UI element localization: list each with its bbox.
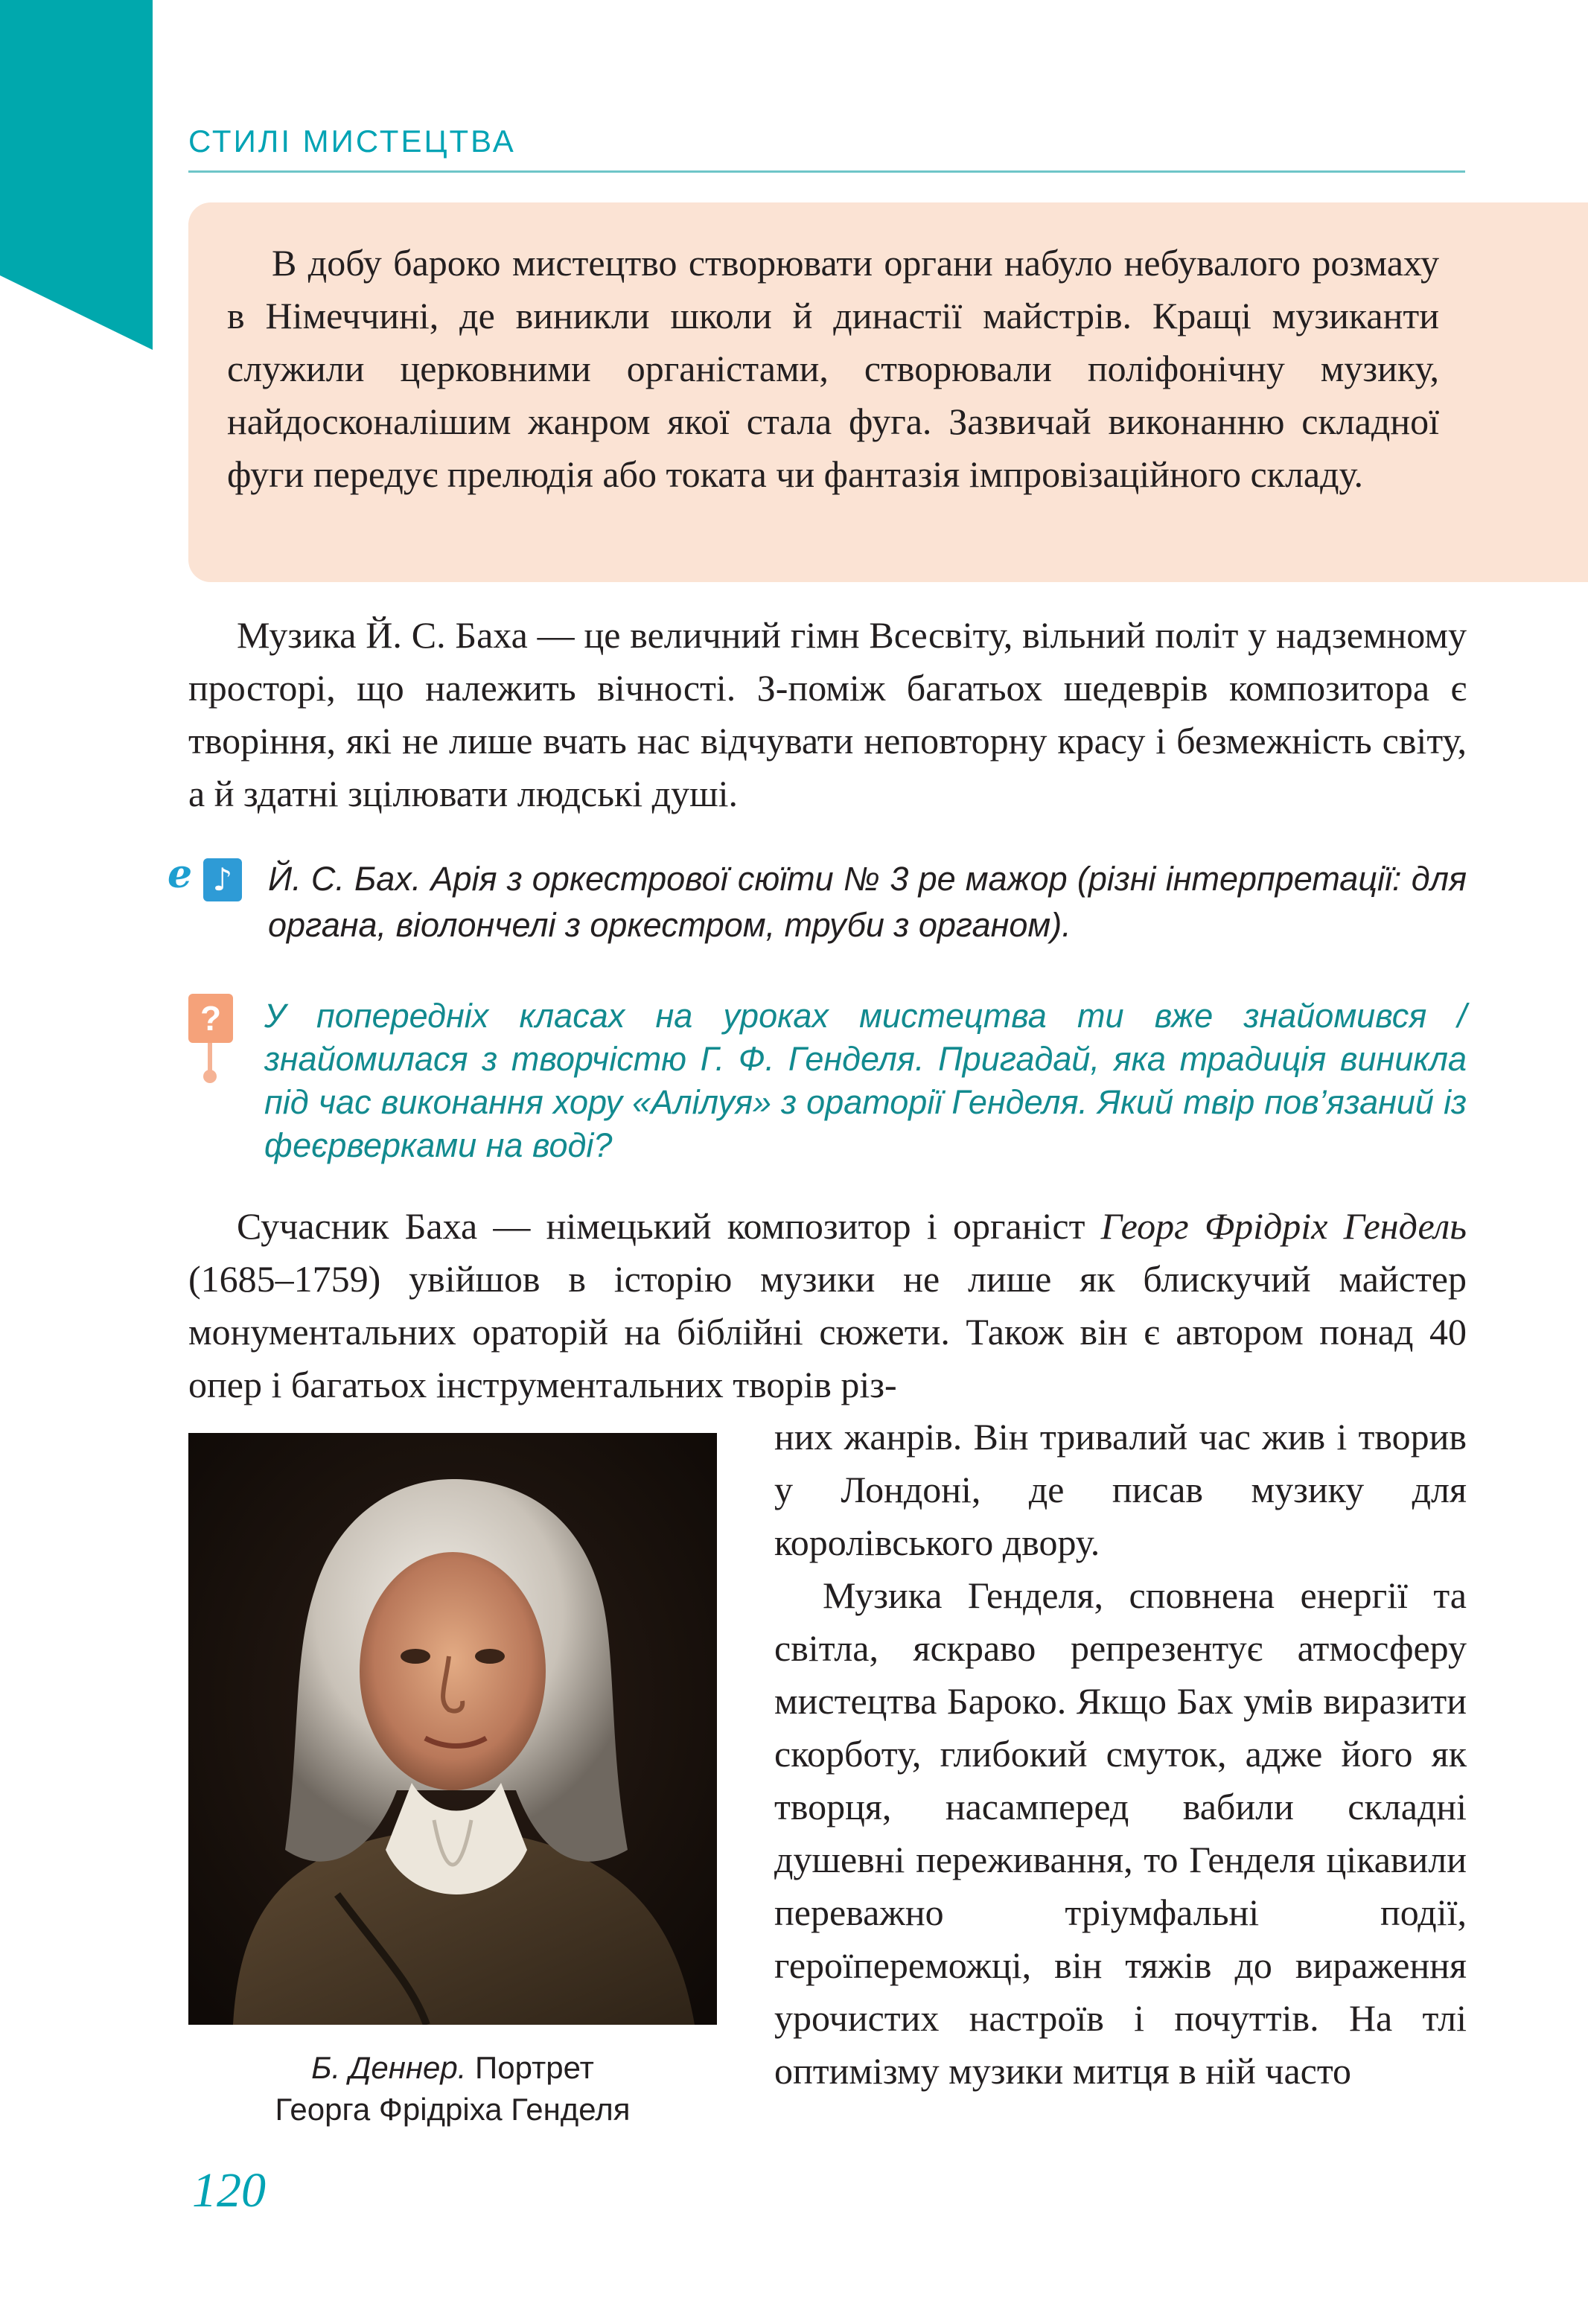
handel-name: Георг Фрідріх Гендель xyxy=(1100,1205,1467,1247)
media-task-text: Й. С. Бах. Арія з оркестрової сюїти № 3 ре мажор (різні інтерпретації: для органа, віолончелі з оркестром, труби з органом). xyxy=(268,860,1467,944)
paragraph-handel-music: Музика Генделя, сповнена енергії та світла, яскраво репрезентує атмосферу мистецтва Бароко. Якщо Бах умів виразити скорботу, глибокий смуток, адже його як творця, насамперед вабили складні душевні переживання, то Генделя цікавили переважно тріумфальні події, героїпереможці, він тяжів до вираження урочистих настроїв і почуттів. На тлі оптимізму музики митця в ній часто xyxy=(774,1574,1467,2092)
question-text: У попередніх класах на уроках мистецтва ти вже знайомився / знайомилася з творчістю Г. Ф. Генделя. Пригадай, яка традиція виникла під час виконання хору «Алілуя» з ораторії Генделя. Який твір пов’язаний із феєрверками на воді? xyxy=(264,997,1467,1164)
corner-tab-decoration xyxy=(0,0,153,350)
paragraph-bach: Музика Й. С. Баха — це величний гімн Всесвіту, вільний політ у надземному просторі, що належить вічності. З-поміж багатьох шедеврів композитора є творіння, які не лише вчать нас відчувати неповторну красу і безмежність світу, а й здатні зцілювати людські душі. xyxy=(188,614,1467,814)
caption-title-part1: Портрет xyxy=(466,2050,594,2085)
handel-intro-start: Сучасник Баха — німецький композитор і органіст xyxy=(237,1205,1101,1247)
caption-author: Б. Деннер. xyxy=(311,2050,467,2085)
question-mark-icon: ? xyxy=(188,994,233,1043)
music-note-icon: ♪ xyxy=(203,858,242,901)
page-number: 120 xyxy=(192,2163,266,2218)
portrait-illustration xyxy=(188,1433,717,2025)
question-icon-stem xyxy=(208,1043,212,1071)
paragraph-handel-wrap: них жанрів. Він тривалий час жив і творив у Лондоні, де писав музику для королівського двору. xyxy=(774,1416,1467,1563)
paragraph-handel-intro xyxy=(188,1200,1467,1411)
handel-portrait xyxy=(188,1433,717,2025)
section-divider xyxy=(188,170,1465,173)
section-label: СТИЛІ МИСТЕЦТВА xyxy=(188,124,516,159)
question-icon xyxy=(188,994,237,1083)
question-icon-dot xyxy=(203,1070,217,1083)
handel-intro-end: (1685–1759) увійшов в історію музики не лише як блискучий майстер монументальних ораторій на біблійні сюжети. Також він є автором понад 40 опер і багатьох інструментальних творів різ- xyxy=(188,1258,1467,1405)
portrait-caption xyxy=(188,2047,717,2130)
callout-text: В добу бароко мистецтво створювати органи набуло небувалого розмаху в Німеччині, де виникли школи й династії майстрів. Кращі музиканти служили церковними органістами, створювали поліфонічну музику, найдосконалішим жанром якої стала фуга. Зазвичай виконанню складної фуги передує прелюдія або токата чи фантазія імпровізаційного складу. xyxy=(227,242,1439,495)
e-letter: e xyxy=(168,852,193,897)
caption-title-part2: Георга Фрідріха Генделя xyxy=(275,2092,631,2127)
e-media-icon[interactable] xyxy=(160,852,242,905)
